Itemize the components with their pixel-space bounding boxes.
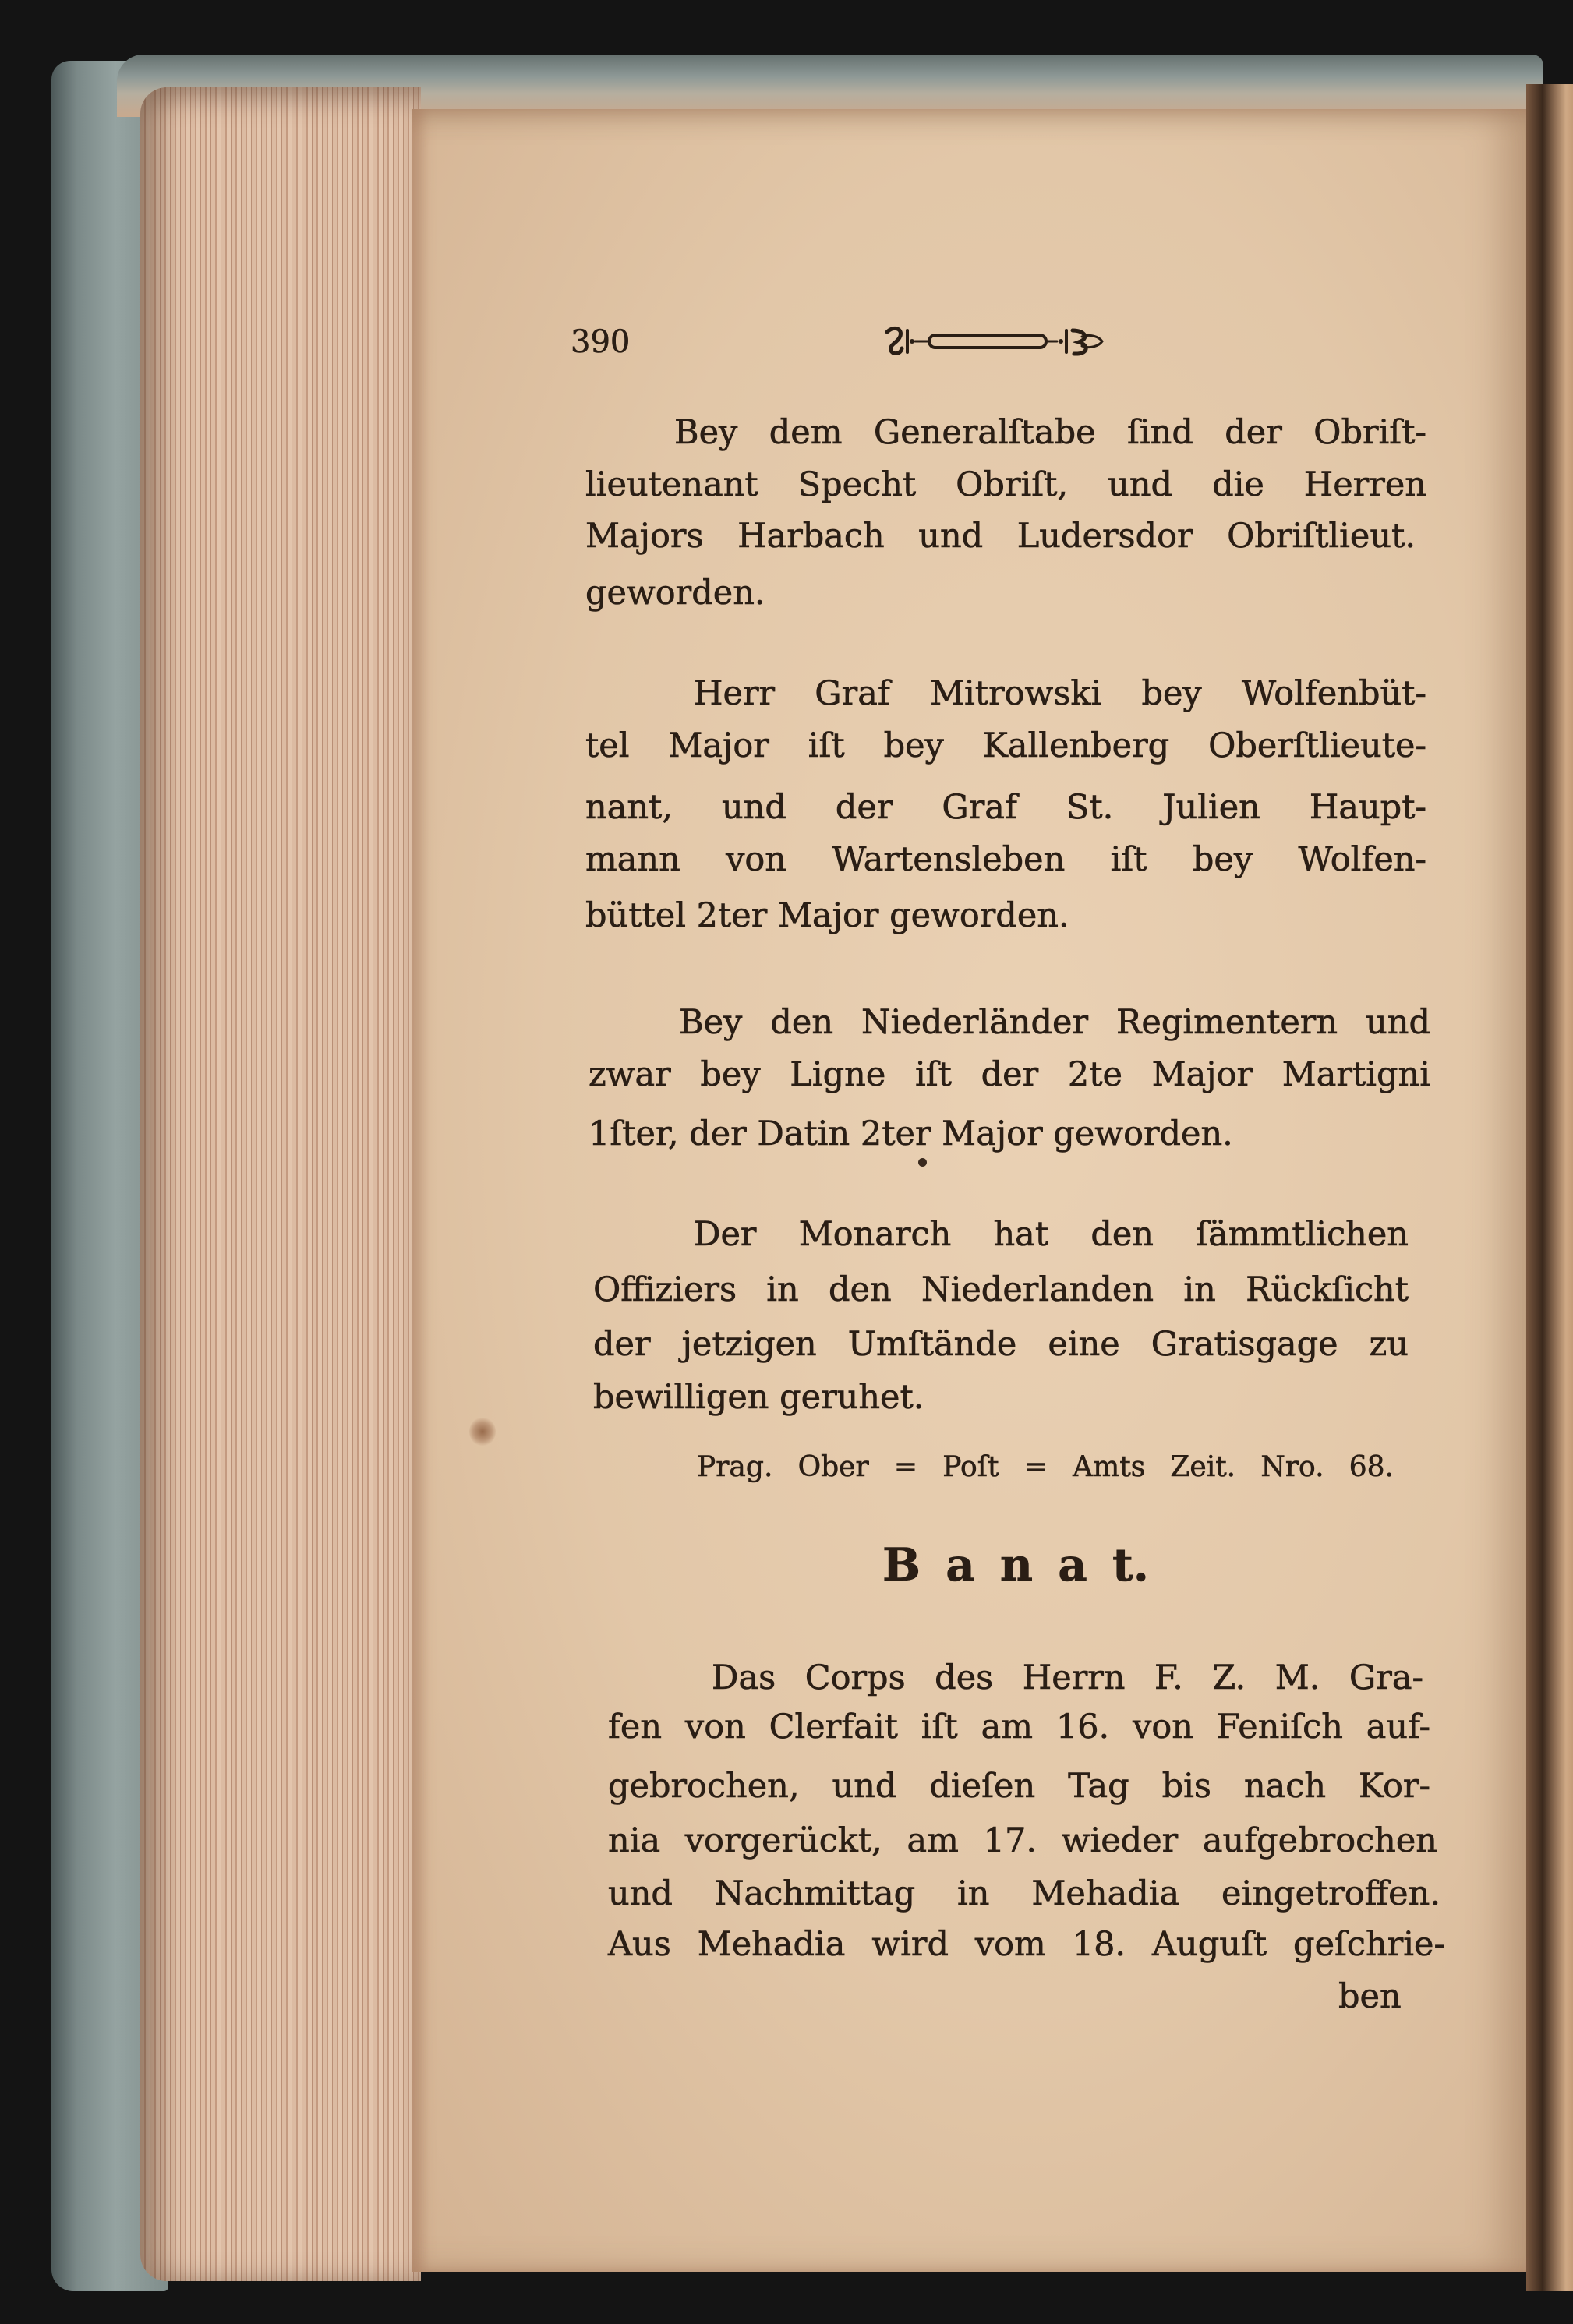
text-line: Aus Mehadia wird vom 18. Auguſt geſchrie- [608,1925,1445,1964]
text-line: und Nachmittag in Mehadia eingetroffen. [608,1874,1440,1913]
text-line: fen von Clerfait iſt am 16. von Feniſch auf- [608,1708,1430,1747]
ornament-rule-icon [881,321,1107,360]
text-line: Bey den Niederländer Regimentern und [679,1003,1430,1042]
catchword: ben [1338,1977,1402,2016]
text-line: büttel 2ter Major geworden. [585,896,1069,935]
text-line: Herr Graf Mitrowski bey Wolfenbüt- [694,674,1426,713]
section-heading: B a n a t. [882,1538,1149,1591]
text-line: Offiziers in den Niederlanden in Rückſicht [593,1270,1409,1309]
text-line: gebrochen, und dieſen Tag bis nach Kor- [608,1767,1430,1806]
text-line: bewilligen geruhet. [593,1378,924,1417]
text-line: nant, und der Graf St. Julien Haupt- [585,788,1426,827]
text-line: mann von Wartensleben iſt bey Wolfen- [585,840,1426,879]
text-line: Das Corps des Herrn F. Z. M. Gra- [712,1658,1423,1697]
text-line: 1ſter, der Datin 2ter Major geworden. [589,1114,1233,1153]
text-line: zwar bey Ligne iſt der 2te Major Martigni [589,1055,1430,1094]
text-line: nia vorgerückt, am 17. wieder aufgebrochen [608,1821,1437,1860]
text-line: Der Monarch hat den ſämmtlichen [694,1215,1409,1254]
page-number: 390 [571,324,631,360]
text-line: geworden. [585,574,765,613]
text-line: Majors Harbach und Ludersdor Obriſtlieut. [585,517,1416,556]
text-line: tel Major iſt bey Kallenberg Oberſtlieute- [585,726,1426,765]
text-line: lieutenant Specht Obriſt, und die Herren [585,465,1426,504]
text-line: Bey dem Generalſtabe ſind der Obriſt- [674,413,1426,452]
source-citation: Prag. Ober = Poſt = Amts Zeit. Nro. 68. [697,1451,1394,1483]
text-line: der jetzigen Umſtände eine Gratisgage zu [593,1325,1409,1364]
